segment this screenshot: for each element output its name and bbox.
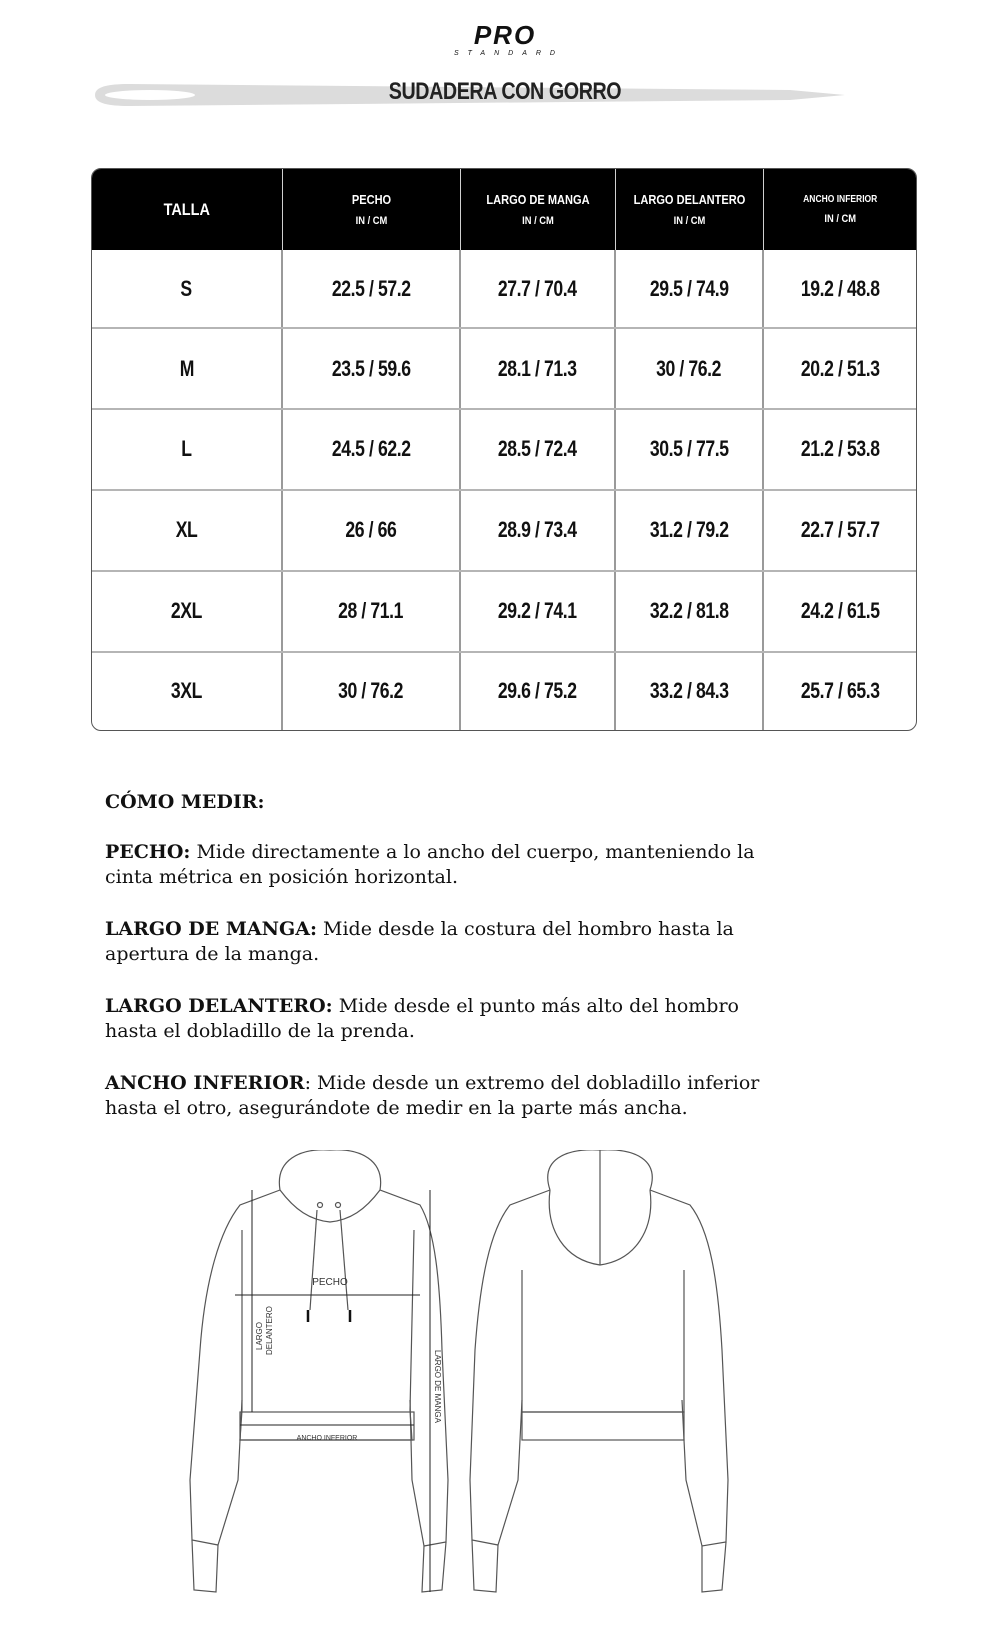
table-cell: 22.7 / 57.7 <box>763 490 916 571</box>
instruction-largo-manga: LARGO DE MANGA: Mide desde la costura del hombro hasta la apertura de la manga. <box>105 918 734 965</box>
header-talla: TALLA <box>92 169 282 250</box>
table-cell: 21.2 / 53.8 <box>763 409 916 490</box>
table-cell: 2XL <box>92 571 282 652</box>
table-cell: L <box>92 409 282 490</box>
table-cell: 33.2 / 84.3 <box>615 652 763 730</box>
table-cell: 27.7 / 70.4 <box>460 250 615 328</box>
table-cell: 20.2 / 51.3 <box>763 328 916 409</box>
header-largo-manga: LARGO DE MANGA IN / CM <box>460 169 615 250</box>
measure-lines <box>235 1190 430 1592</box>
table-row <box>92 328 916 409</box>
hoodie-back-drawing <box>470 1150 728 1592</box>
brand-subtitle: STANDARD <box>454 50 564 57</box>
table-cell: 3XL <box>92 652 282 730</box>
instruction-pecho: PECHO: Mide directamente a lo ancho del cuerpo, manteniendo la cinta métrica en posición horizontal. <box>105 841 755 888</box>
table-header-row <box>92 169 916 250</box>
instruction-largo-delantero: LARGO DELANTERO: Mide desde el punto más alto del hombro hasta el dobladillo de la prenda. <box>105 995 739 1042</box>
table-cell: 24.5 / 62.2 <box>282 409 460 490</box>
size-table <box>91 168 917 731</box>
table-cell: 19.2 / 48.8 <box>763 250 916 328</box>
table-cell: 30.5 / 77.5 <box>615 409 763 490</box>
label-pecho: PECHO <box>312 1277 348 1288</box>
table-row <box>92 409 916 490</box>
page-title: SUDADERA CON GORRO <box>388 78 622 105</box>
table-row <box>92 652 916 730</box>
table-cell: 26 / 66 <box>282 490 460 571</box>
table-cell: 28.1 / 71.3 <box>460 328 615 409</box>
table-cell: M <box>92 328 282 409</box>
table-cell: 30 / 76.2 <box>282 652 460 730</box>
brand-logo <box>440 22 570 62</box>
how-to-measure-title: CÓMO MEDIR: <box>105 791 265 813</box>
table-cell: 25.7 / 65.3 <box>800 678 880 704</box>
table-cell: 29.5 / 74.9 <box>615 250 763 328</box>
how-to-measure <box>105 790 785 1148</box>
table-cell: 29.6 / 75.2 <box>460 652 615 730</box>
table-cell: 32.2 / 81.8 <box>615 571 763 652</box>
instruction-ancho-inferior: ANCHO INFERIOR: Mide desde un extremo del dobladillo inferior hasta el otro, asegurándote de medir en la parte más ancha. <box>105 1072 760 1119</box>
header-largo-delantero: LARGO DELANTERO IN / CM <box>615 169 763 250</box>
table-cell: 28.9 / 73.4 <box>460 490 615 571</box>
label-ancho-inferior: ANCHO INFERIOR <box>296 1435 358 1442</box>
table-cell: 23.5 / 59.6 <box>282 328 460 409</box>
table-cell: 24.2 / 61.5 <box>763 571 916 652</box>
brand-logo-text: PRO <box>473 20 537 50</box>
table-cell: 28.5 / 72.4 <box>460 409 615 490</box>
table-cell: S <box>92 250 282 328</box>
table-cell: XL <box>92 490 282 571</box>
table-row <box>92 250 916 328</box>
label-largo-manga: LARGO DE MANGA <box>433 1350 442 1423</box>
header-pecho: PECHO IN / CM <box>282 169 460 250</box>
table-row <box>92 571 916 652</box>
table-cell: 31.2 / 79.2 <box>615 490 763 571</box>
table-cell: 22.5 / 57.2 <box>282 250 460 328</box>
table-cell: 28 / 71.1 <box>282 571 460 652</box>
label-largo-2: DELANTERO <box>265 1306 274 1355</box>
table-cell: 30 / 76.2 <box>615 328 763 409</box>
table-cell: 29.2 / 74.1 <box>460 571 615 652</box>
hoodie-front-drawing <box>190 1150 448 1592</box>
table-row <box>92 490 916 571</box>
label-largo-1: LARGO <box>255 1321 264 1350</box>
header-ancho-inferior: ANCHO INFERIOR IN / CM <box>763 169 916 250</box>
hoodie-diagram <box>180 1150 800 1630</box>
